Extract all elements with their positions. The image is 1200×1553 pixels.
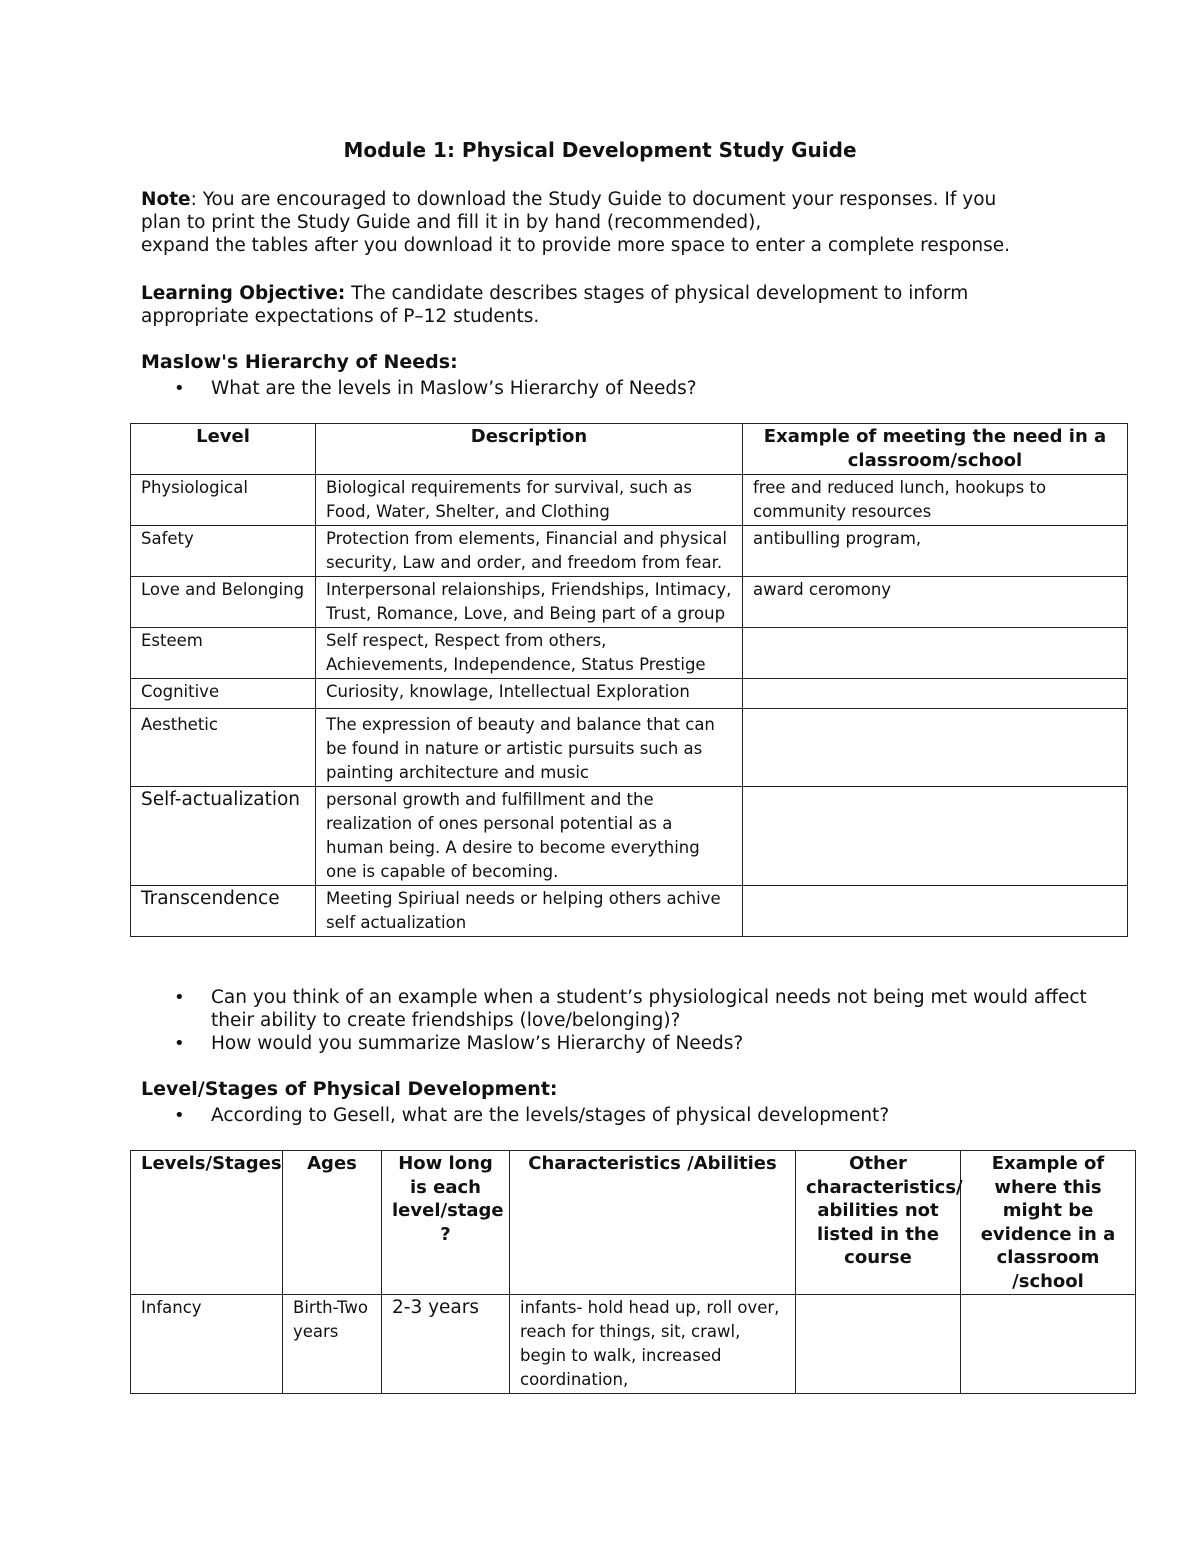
header-description: Description [316,424,743,475]
objective-label: Learning Objective: [141,283,346,304]
maslow-followup-list [141,986,1101,1055]
cell-level: Self-actualization [131,787,316,886]
cell-description: Meeting Spiriual needs or helping others achive self actualization [316,886,743,937]
cell-characteristics: infants- hold head up, roll over, reach for things, sit, crawl, begin to walk, increased coordination, [510,1295,796,1394]
table-header-row [131,1151,1136,1295]
document-title: Module 1: Physical Development Study Guide [343,138,857,162]
note-paragraph [141,188,1101,257]
learning-objective [141,282,1101,328]
header-levels-stages: Levels/Stages [131,1151,283,1295]
table-row [131,577,1128,628]
objective-text-1: The candidate describes stages of physical development to inform [345,283,969,304]
stages-question: • According to Gesell, what are the levels/stages of physical development? [141,1104,1101,1127]
cell-example [743,886,1128,937]
stages-table [130,1150,1136,1394]
cell-example [743,679,1128,709]
cell-other [796,1295,961,1394]
note-line-3: expand the tables after you download it to provide more space to enter a complete response. [141,235,1011,256]
table-row [131,886,1128,937]
cell-level: Transcendence [131,886,316,937]
header-level: Level [131,424,316,475]
cell-example: antibulling program, [743,526,1128,577]
cell-level: Safety [131,526,316,577]
table-row [131,526,1128,577]
cell-description: Curiosity, knowlage, Intellectual Exploration [316,679,743,709]
stages-question-list [141,1104,1101,1127]
note-line-2: plan to print the Study Guide and fill it in by hand (recommended), [141,212,762,233]
header-characteristics: Characteristics /Abilities [510,1151,796,1295]
maslow-heading: Maslow's Hierarchy of Needs: [141,351,458,373]
header-how-long: How long is each level/stage ? [382,1151,510,1295]
cell-ages: Birth-Two years [283,1295,382,1394]
table-row [131,787,1128,886]
followup-question: • How would you summarize Maslow’s Hierarchy of Needs? [141,1032,1101,1055]
cell-example [743,787,1128,886]
cell-how-long: 2-3 years [382,1295,510,1394]
cell-example: award ceromony [743,577,1128,628]
cell-example [743,709,1128,787]
maslow-question-list [141,377,1101,400]
table-row [131,709,1128,787]
stages-heading: Level/Stages of Physical Development: [141,1078,558,1100]
cell-level: Aesthetic [131,709,316,787]
table-row [131,1295,1136,1394]
cell-example [743,628,1128,679]
cell-level: Physiological [131,475,316,526]
header-example: Example of meeting the need in a classroom/school [743,424,1128,475]
cell-description: personal growth and fulfillment and the realization of ones personal potential as a human being. A desire to become everything one is capable of becoming. [316,787,743,886]
cell-description: Protection from elements, Financial and physical security, Law and order, and freedom from fear. [316,526,743,577]
cell-description: Biological requirements for survival, such as Food, Water, Shelter, and Clothing [316,475,743,526]
table-row [131,679,1128,709]
cell-example: free and reduced lunch, hookups to community resources [743,475,1128,526]
header-other-characteristics: Other characteristics/ abilities not listed in the course [796,1151,961,1295]
cell-example [961,1295,1136,1394]
maslow-question: • What are the levels in Maslow’s Hierarchy of Needs? [141,377,1101,400]
cell-description: The expression of beauty and balance that can be found in nature or artistic pursuits such as painting architecture and music [316,709,743,787]
note-line-1: : You are encouraged to download the Study Guide to document your responses. If you [190,189,997,210]
cell-level: Esteem [131,628,316,679]
followup-question: • Can you think of an example when a student’s physiological needs not being met would affect their ability to create friendships (love/belonging)? [141,986,1101,1032]
cell-stage: Infancy [131,1295,283,1394]
cell-level: Cognitive [131,679,316,709]
table-header-row [131,424,1128,475]
objective-text-2: appropriate expectations of P–12 students. [141,306,540,327]
note-label: Note [141,189,191,210]
table-row [131,475,1128,526]
cell-description: Interpersonal relaionships, Friendships, Intimacy, Trust, Romance, Love, and Being part of a group [316,577,743,628]
header-ages: Ages [283,1151,382,1295]
cell-level: Love and Belonging [131,577,316,628]
header-classroom-example: Example of where this might be evidence in a classroom /school [961,1151,1136,1295]
maslow-table [130,423,1128,937]
cell-description: Self respect, Respect from others, Achievements, Independence, Status Prestige [316,628,743,679]
table-row [131,628,1128,679]
